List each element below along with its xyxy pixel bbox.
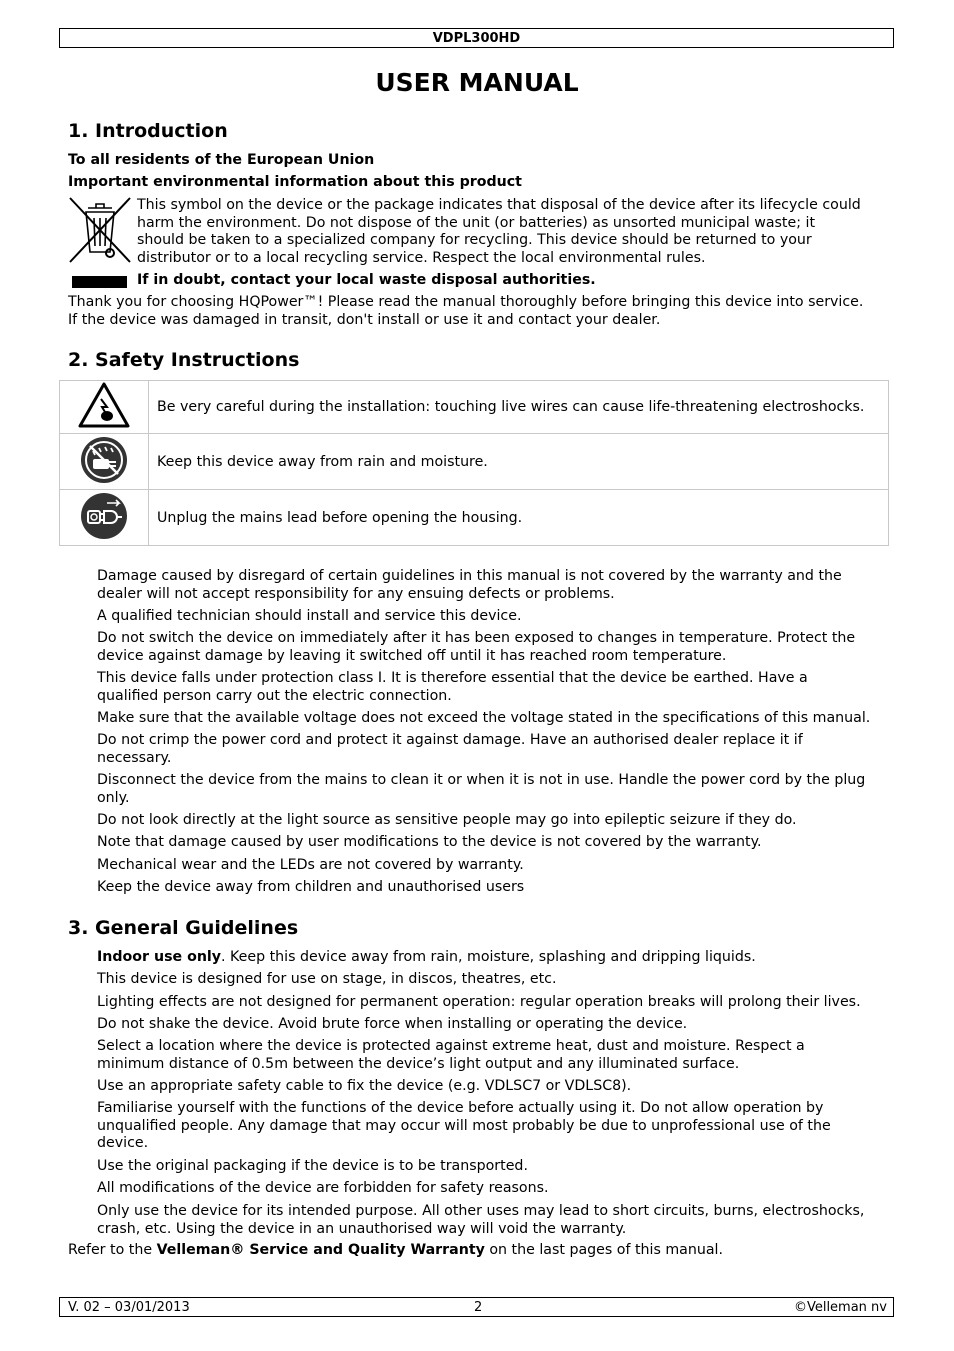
footer-version: V. 02 – 03/01/2013 bbox=[68, 1300, 190, 1315]
list-item: Familiarise yourself with the functions of the device before actually using it. Do not allow operation by unqualified people. Any damage that may occur will most probably be due to unprofessional use of the device. bbox=[97, 1100, 831, 1151]
page-title: USER MANUAL bbox=[375, 68, 579, 97]
footer-page: 2 bbox=[474, 1300, 483, 1315]
guidelines-heading: 3. General Guidelines bbox=[68, 917, 299, 939]
unplug-icon bbox=[79, 491, 129, 541]
list-item: Do not switch the device on immediately after it has been exposed to changes in temperature. Protect the device against damage by leaving it switched off until it has reached room temperature. bbox=[97, 630, 856, 664]
list-item: Select a location where the device is protected against extreme heat, dust and moisture. Respect a minimum distance of 0.5m between the device’s light output and any illuminated surface. bbox=[97, 1038, 805, 1072]
weee-text: This symbol on the device or the package indicates that disposal of the device after its lifecycle could harm the environment. Do not dispose of the unit (or batteries) as unsorted municipal waste; it should be taken to a specialized company for recycling. This device should be returned to your distributor or to a local recycling service. Respect the local environmental rules. bbox=[137, 197, 861, 266]
safety-row-text: Keep this device away from rain and moisture. bbox=[149, 434, 889, 490]
electric-shock-warning-icon bbox=[77, 381, 131, 429]
safety-table bbox=[59, 380, 889, 546]
footer-copyright: ©Velleman nv bbox=[793, 1300, 887, 1315]
doubt-text: If in doubt, contact your local waste disposal authorities. bbox=[137, 272, 596, 288]
warranty-reference: Refer to the Velleman® Service and Quality Warranty on the last pages of this manual. bbox=[68, 1242, 724, 1258]
list-item: A qualified technician should install and service this device. bbox=[97, 608, 522, 624]
list-item: Make sure that the available voltage does not exceed the voltage stated in the specifications of this manual. bbox=[97, 710, 871, 726]
list-item: Do not look directly at the light source as sensitive people may go into epileptic seizure if they do. bbox=[97, 812, 797, 828]
safety-row-text: Unplug the mains lead before opening the housing. bbox=[149, 490, 889, 546]
list-item: Only use the device for its intended purpose. All other uses may lead to short circuits, burns, electroshocks, crash, etc. Using the device in an unauthorised way will void the warranty. bbox=[97, 1203, 865, 1237]
list-item: This device is designed for use on stage, in discos, theatres, etc. bbox=[97, 971, 557, 987]
list-item: Use the original packaging if the device is to be transported. bbox=[97, 1158, 528, 1174]
list-item: Keep the device away from children and unauthorised users bbox=[97, 879, 525, 895]
intro-heading: 1. Introduction bbox=[68, 120, 228, 142]
thanks-text: Thank you for choosing HQPower™! Please read the manual thoroughly before bringing this device into service. If the device was damaged in transit, don't install or use it and contact your dealer. bbox=[68, 294, 864, 328]
header-model: VDPL300HD bbox=[59, 28, 894, 48]
indoor-rest: . Keep this device away from rain, moisture, splashing and dripping liquids. bbox=[221, 949, 756, 965]
list-item: All modifications of the device are forbidden for safety reasons. bbox=[97, 1180, 549, 1196]
list-item: Use an appropriate safety cable to fix the device (e.g. VDLSC7 or VDLSC8). bbox=[97, 1078, 632, 1094]
list-item: Do not shake the device. Avoid brute force when installing or operating the device. bbox=[97, 1016, 688, 1032]
intro-sub1: To all residents of the European Union bbox=[68, 152, 375, 168]
list-item: Mechanical wear and the LEDs are not covered by warranty. bbox=[97, 857, 524, 873]
safety-row-text: Be very careful during the installation: touching live wires can cause life-threatening electroshocks. bbox=[149, 381, 889, 434]
list-item: Note that damage caused by user modifications to the device is not covered by the warranty. bbox=[97, 834, 762, 850]
list-item: Do not crimp the power cord and protect it against damage. Have an authorised dealer replace it if necessary. bbox=[97, 732, 803, 766]
black-bar bbox=[72, 276, 127, 288]
list-item: Lighting effects are not designed for permanent operation: regular operation breaks will prolong their lives. bbox=[97, 994, 861, 1010]
footer bbox=[59, 1297, 894, 1317]
safety-row bbox=[60, 490, 889, 546]
safety-heading: 2. Safety Instructions bbox=[68, 349, 300, 371]
list-item bbox=[97, 949, 893, 967]
indoor-bold: Indoor use only bbox=[97, 949, 222, 965]
list-item: This device falls under protection class I. It is therefore essential that the device be earthed. Have a qualified person carry out the electric connection. bbox=[97, 670, 808, 704]
crossed-bin-icon bbox=[68, 196, 132, 264]
keep-dry-icon bbox=[79, 435, 129, 485]
list-item: Damage caused by disregard of certain guidelines in this manual is not covered by the warranty and the dealer will not accept responsibility for any ensuing defects or problems. bbox=[97, 568, 842, 602]
list-item: Disconnect the device from the mains to clean it or when it is not in use. Handle the power cord by the plug only. bbox=[97, 772, 866, 806]
intro-sub2: Important environmental information about this product bbox=[68, 174, 522, 190]
safety-row bbox=[60, 381, 889, 434]
safety-row bbox=[60, 434, 889, 490]
